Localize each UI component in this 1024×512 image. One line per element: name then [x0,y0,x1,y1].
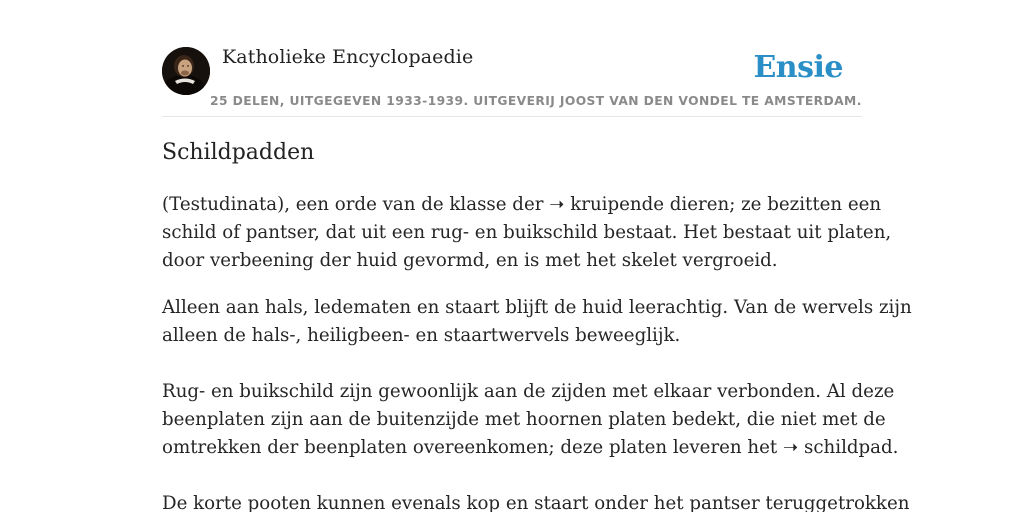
text-segment: (Testudinata), een orde van de klasse der [162,194,550,215]
link-schildpad[interactable]: schildpad [804,437,893,458]
paragraph-gap [162,350,862,378]
text-line: Alleen aan hals, ledematen en staart blijft de huid leerachtig. Van de wervels zijn [162,297,912,318]
text-segment: omtrekken der beenplaten overeenkomen; deze platen leveren het [162,437,783,458]
source-meta: 25 DELEN, UITGEGEVEN 1933-1939. UITGEVERIJ JOOST VAN DEN VONDEL TE AMSTERDAM. [210,94,862,108]
portrait-icon [162,47,210,95]
ensie-logo-link[interactable]: Ensie [753,50,843,85]
paragraph [162,378,899,462]
portrait-avatar[interactable] [162,47,210,95]
text-line: schild of pantser, dat uit een rug- en buikschild bestaat. Het bestaat uit platen, [162,222,892,243]
text-line: beenplaten zijn aan de buitenzijde met hoornen platen bedekt, die niet met de [162,409,886,430]
reference-arrow-icon: ➝ [782,437,799,458]
paragraph-gap [162,462,862,490]
text-line: door verbeening der huid gevormd, en is met het skelet vergroeid. [162,250,778,271]
paragraph [162,191,892,275]
source-header [162,44,862,117]
article-title: Schildpadden [162,140,315,165]
paragraph [162,490,910,512]
article-body [162,191,912,512]
text-segment: ; ze bezitten een [729,194,882,215]
text-line: alleen de hals-, heiligbeen- en staartwervels beweeglijk. [162,325,681,346]
source-title[interactable]: Katholieke Encyclopaedie [222,46,474,68]
paragraph [162,294,912,350]
text-line: De korte pooten kunnen evenals kop en staart onder het pantser teruggetrokken [162,493,910,512]
link-kruipende-dieren[interactable]: kruipende dieren [570,194,730,215]
reference-arrow-icon: ➝ [549,194,565,215]
text-line: Rug- en buikschild zijn gewoonlijk aan de zijden met elkaar verbonden. Al deze [162,381,895,402]
text-segment: . [892,437,899,458]
